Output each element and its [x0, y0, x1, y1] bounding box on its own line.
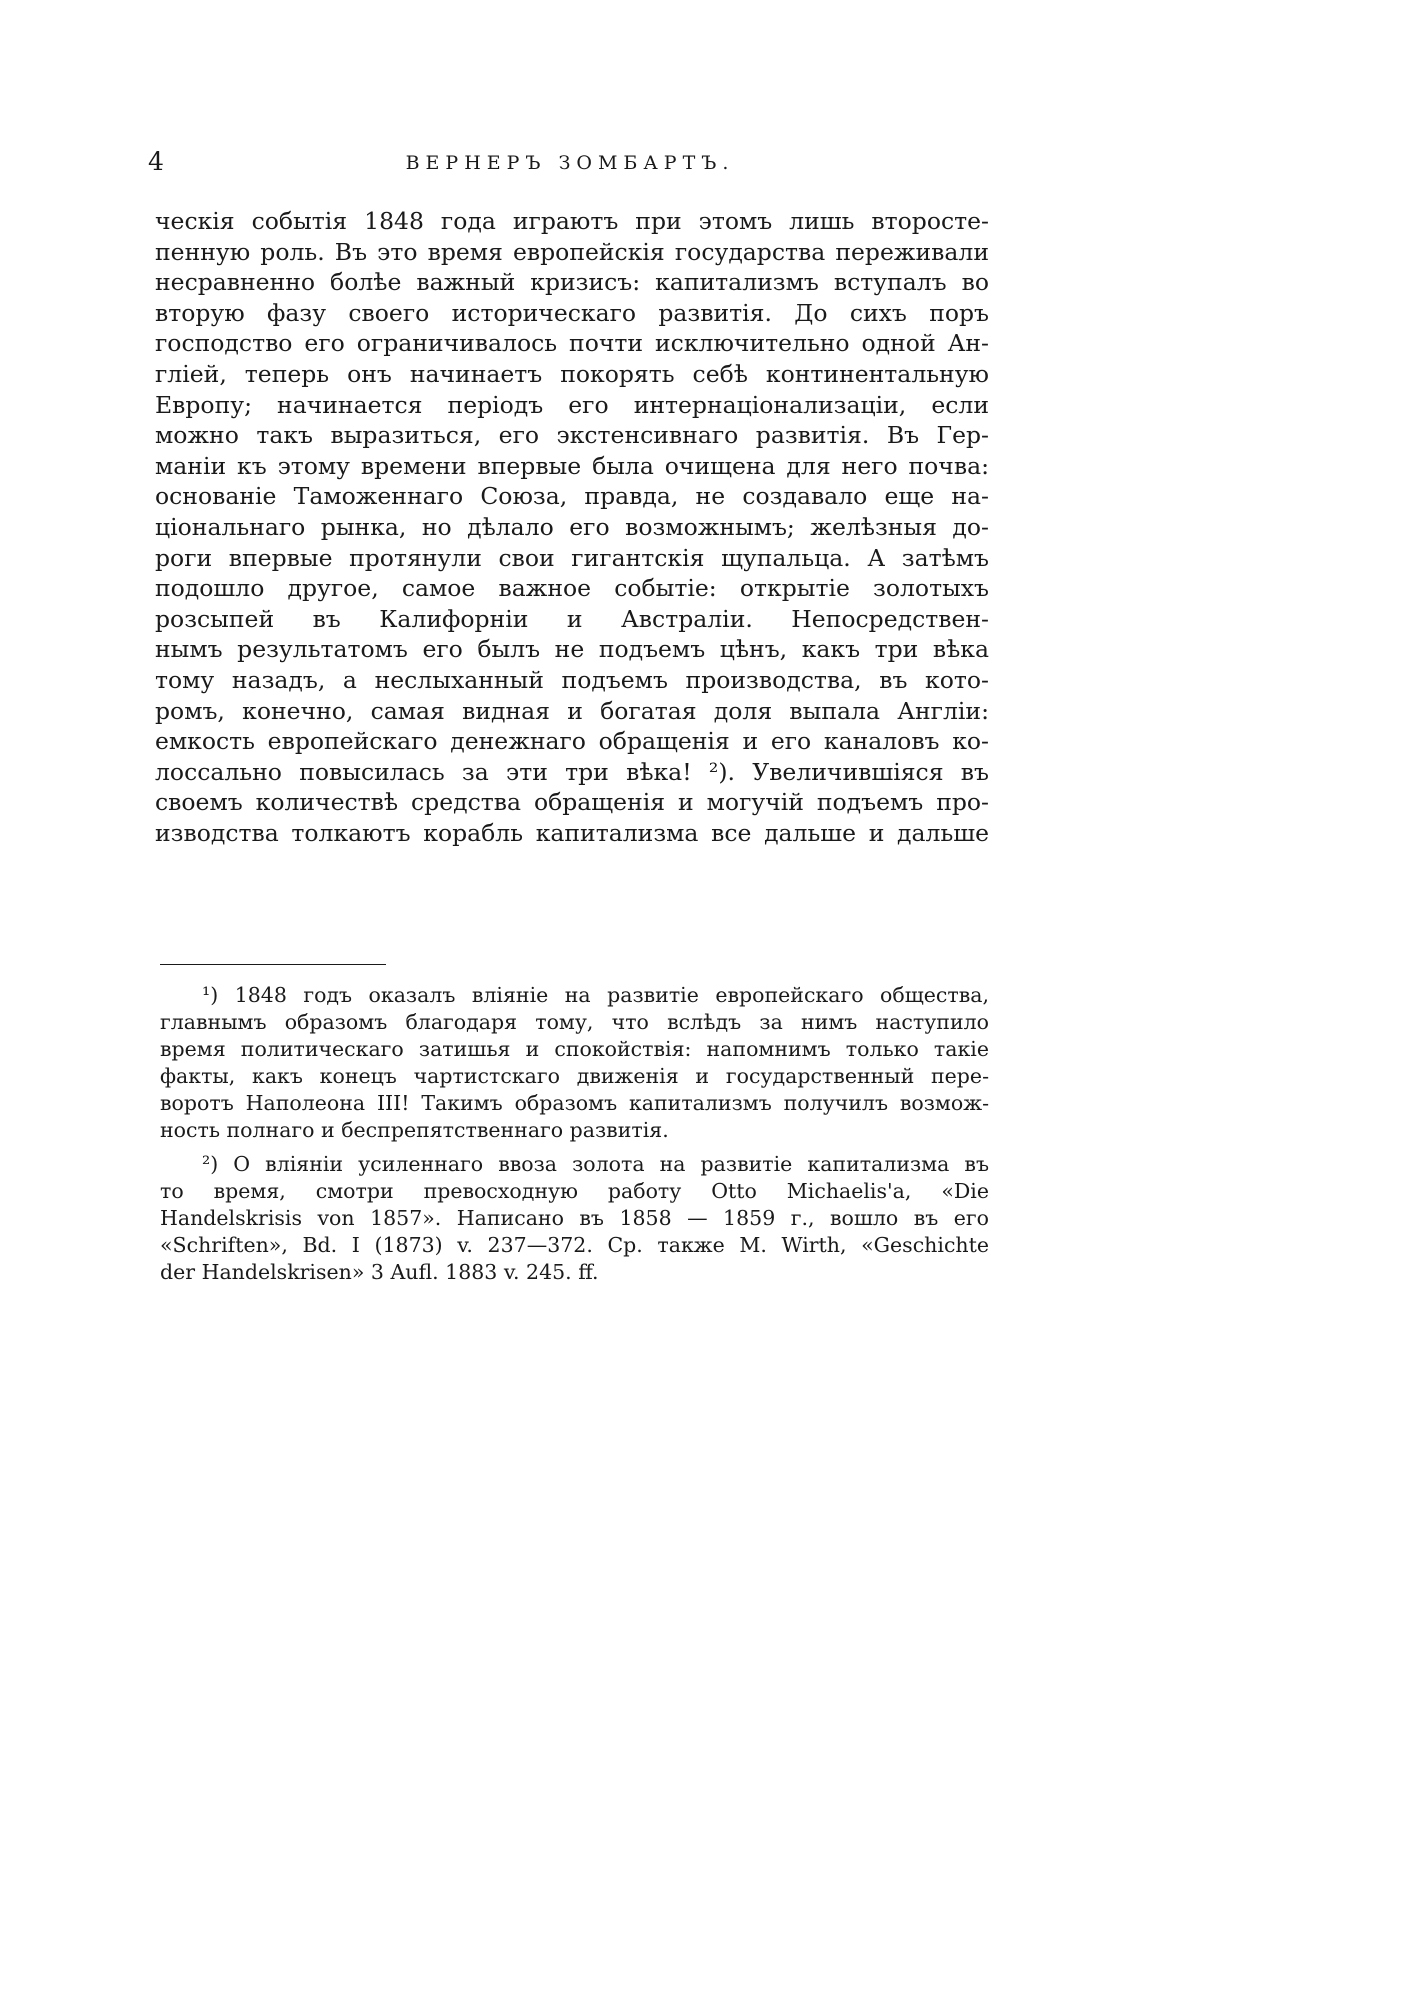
footnote-line: главнымъ образомъ благодаря тому, что вслѣдъ за нимъ наступило	[160, 1010, 989, 1035]
footnotes	[160, 982, 989, 1286]
text-line: вторую фазу своего историческаго развитія. До сихъ поръ	[155, 298, 989, 327]
text-line: роги впервые протянули свои гигантскія щупальца. А затѣмъ	[155, 543, 989, 572]
running-head	[148, 146, 992, 178]
footnote-line: Handelskrisis von 1857». Написано въ 1858 — 1859 г., вошло въ его	[160, 1205, 989, 1230]
running-title: ВЕРНЕРЪ ЗОМБАРТЪ.	[405, 152, 735, 174]
text-line: изводства толкаютъ корабль капитализма все дальше и дальше	[155, 818, 989, 847]
text-line: гліей, теперь онъ начинаетъ покорять себѣ континентальную	[155, 359, 989, 388]
text-line: несравненно болѣе важный кризисъ: капитализмъ вступалъ во	[155, 268, 989, 297]
text-line: можно такъ выразиться, его экстенсивнаго развитія. Въ Гер-	[155, 421, 989, 450]
text-line: ческія событія 1848 года играютъ при этомъ лишь второсте-	[155, 207, 989, 235]
footnote-line: «Schriften», Bd. I (1873) v. 237—372. Ср. также M. Wirth, «Geschichte	[160, 1232, 989, 1257]
footnote-line: ность полнаго и беспрепятственнаго развитія.	[160, 1118, 669, 1143]
text-line: основаніе Таможеннаго Союза, правда, не создавало еще на-	[155, 482, 989, 511]
page-number: 4	[148, 147, 164, 176]
text-line: ціональнаго рынка, но дѣлало его возможнымъ; желѣзныя до-	[155, 512, 989, 541]
text-line: маніи къ этому времени впервые была очищена для него почва:	[155, 451, 989, 480]
footnote-line: ²) О вліяніи усиленнаго ввоза золота на развитіе капитализма въ	[202, 1151, 989, 1176]
footnote-line: ¹) 1848 годъ оказалъ вліяніе на развитіе европейскаго общества,	[202, 983, 989, 1007]
footnote-divider	[160, 964, 386, 965]
text-line: пенную роль. Въ это время европейскія государства переживали	[155, 237, 989, 266]
text-line: своемъ количествѣ средства обращенія и могучій подъемъ про-	[155, 788, 989, 817]
footnote-2	[160, 1151, 989, 1286]
main-text	[155, 206, 989, 848]
text-line: господство его ограничивалось почти исключительно одной Ан-	[155, 329, 989, 358]
text-line: розсыпей въ Калифорніи и Австраліи. Непосредствен-	[155, 604, 989, 633]
text-line: емкость европейскаго денежнаго обращенія и его каналовъ ко-	[155, 727, 989, 756]
text-line: подошло другое, самое важное событіе: открытіе золотыхъ	[155, 574, 989, 603]
footnote-line: воротъ Наполеона III! Такимъ образомъ капитализмъ получилъ возмож-	[160, 1091, 989, 1116]
footnote-line: то время, смотри превосходную работу Otto Michaelis'a, «Die	[160, 1178, 989, 1203]
footnote-line: der Handelskrisen» 3 Aufl. 1883 v. 245. ff.	[160, 1259, 599, 1284]
footnote-1	[160, 982, 989, 1145]
text-line: Европу; начинается періодъ его интернаціонализаціи, если	[155, 390, 989, 419]
text-line: нымъ результатомъ его былъ не подъемъ цѣнъ, какъ три вѣка	[155, 635, 989, 664]
text-line: ромъ, конечно, самая видная и богатая доля выпала Англіи:	[155, 696, 989, 725]
text-line: лоссально повысилась за эти три вѣка! ²). Увеличившіяся въ	[155, 757, 989, 786]
footnote-line: факты, какъ конецъ чартистскаго движенія и государственный пере-	[160, 1064, 989, 1089]
text-line: тому назадъ, а неслыханный подъемъ производства, въ кото-	[155, 665, 989, 694]
footnote-line: время политическаго затишья и спокойствія: напомнимъ только такіе	[160, 1037, 989, 1062]
